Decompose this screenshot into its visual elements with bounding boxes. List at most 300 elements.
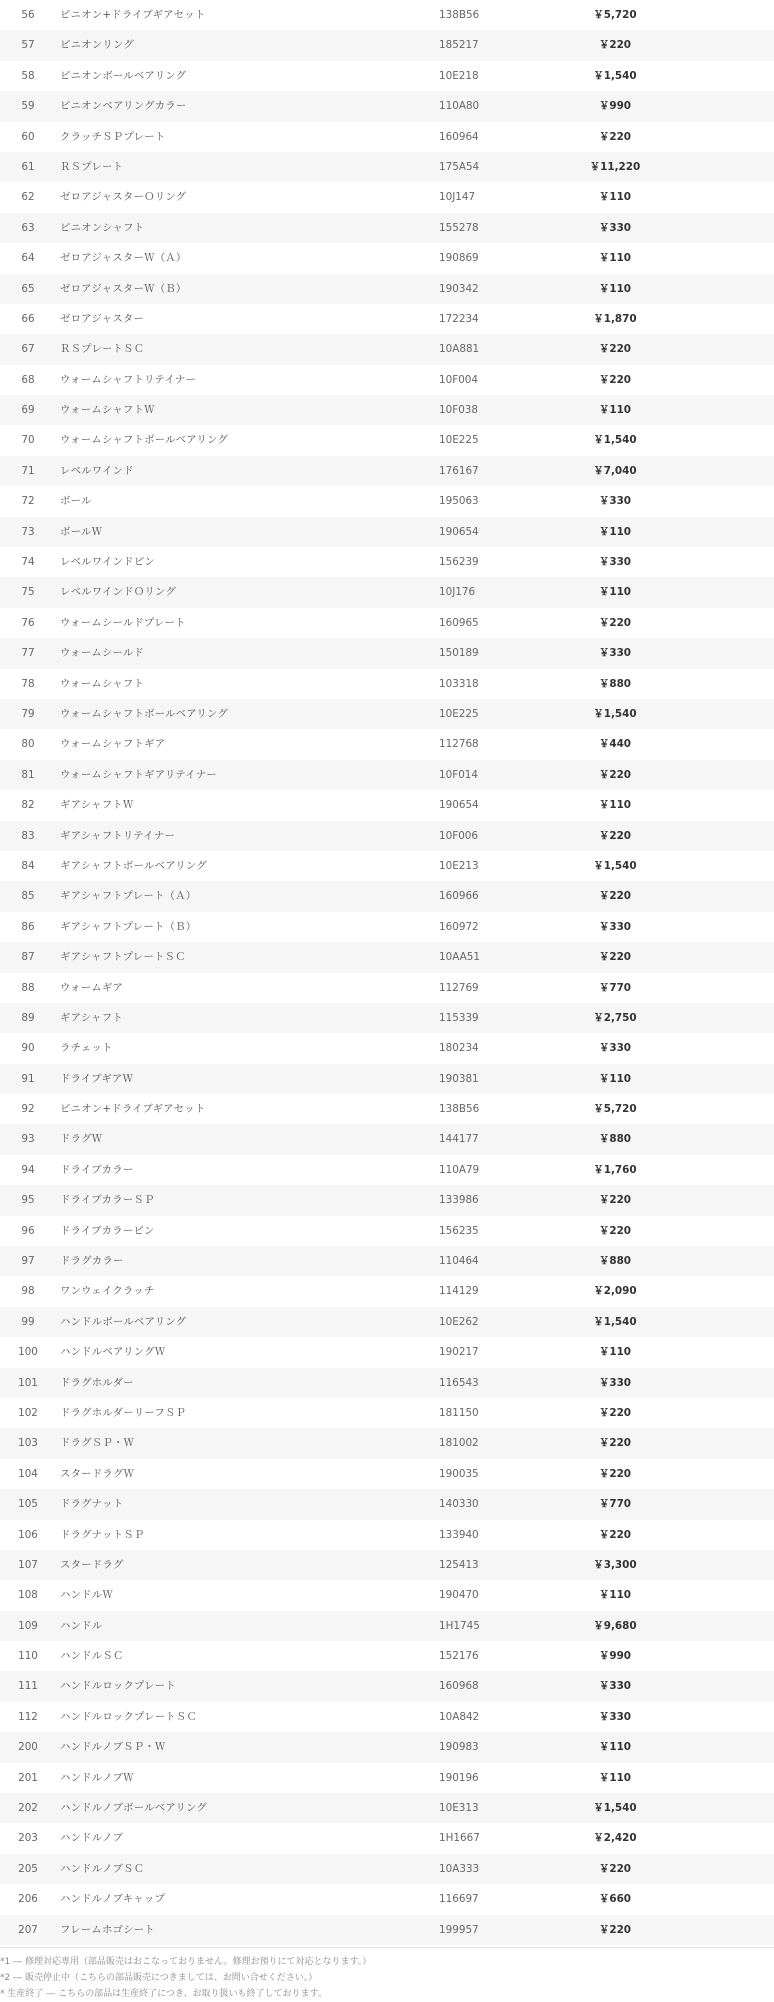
part-number-cell: 202 — [18, 1802, 38, 1815]
part-number-cell: 104 — [18, 1467, 38, 1480]
part-price-cell: ￥1,540 — [593, 434, 637, 447]
part-name-cell: ドラグホルダー — [60, 1376, 134, 1389]
part-number-cell: 83 — [21, 829, 35, 842]
part-code-cell: 190196 — [439, 1771, 479, 1784]
part-price-cell: ￥1,540 — [593, 859, 637, 872]
part-number-cell: 71 — [21, 464, 35, 477]
part-number-cell: 97 — [21, 1255, 35, 1268]
part-name-cell: ハンドルベアリングＷ — [60, 1346, 166, 1359]
part-price-cell: ￥330 — [598, 1376, 632, 1389]
part-name-cell: ウォームシャフトギア — [60, 738, 166, 751]
part-number-cell: 102 — [18, 1406, 38, 1419]
part-name-cell: ウォームシャフト — [60, 677, 145, 690]
part-price-cell: ￥220 — [598, 829, 632, 842]
part-number-cell: 64 — [21, 252, 35, 265]
table-row — [0, 1611, 774, 1641]
part-number-cell: 99 — [21, 1315, 35, 1328]
part-price-cell: ￥7,040 — [593, 464, 637, 477]
part-number-cell: 60 — [21, 130, 35, 143]
part-price-cell: ￥110 — [598, 1741, 632, 1754]
footnote-line: *1 ― 修理対応専用（部品販売はおこなっておりません。修理お預りにて対応となります。） — [0, 1957, 372, 1967]
table-row — [0, 1003, 774, 1033]
part-price-cell: ￥220 — [598, 1194, 632, 1207]
part-price-cell: ￥5,720 — [593, 9, 637, 21]
part-code-cell: 10AA51 — [439, 951, 480, 964]
table-row — [0, 790, 774, 820]
part-price-cell: ￥330 — [598, 556, 632, 569]
part-number-cell: 58 — [21, 69, 35, 82]
part-number-cell: 201 — [18, 1771, 38, 1784]
part-number-cell: 105 — [18, 1498, 38, 1511]
part-name-cell: ハンドルＳＣ — [60, 1650, 124, 1663]
part-number-cell: 76 — [21, 616, 35, 629]
table-row — [0, 1823, 774, 1853]
part-code-cell: 199957 — [439, 1923, 479, 1936]
part-name-cell: ピニオンボールベアリング — [60, 69, 187, 82]
part-name-cell: ピニオン+ドライブギアセット — [60, 9, 206, 21]
table-row — [0, 1671, 774, 1701]
part-name-cell: ＲＳプレート — [60, 160, 124, 173]
part-code-cell: 10F038 — [439, 404, 479, 417]
part-price-cell: ￥330 — [598, 221, 632, 234]
table-row — [0, 912, 774, 942]
part-code-cell: 10E213 — [439, 859, 479, 872]
part-code-cell: 133986 — [439, 1194, 479, 1207]
table-row — [0, 1763, 774, 1793]
part-code-cell: 110464 — [439, 1255, 479, 1268]
part-price-cell: ￥880 — [598, 1255, 632, 1268]
part-number-cell: 81 — [21, 768, 35, 781]
part-code-cell: 10E218 — [439, 69, 479, 82]
table-row — [0, 365, 774, 395]
part-name-cell: ピニオン+ドライブギアセット — [60, 1103, 206, 1116]
table-row — [0, 30, 774, 60]
part-number-cell: 95 — [21, 1194, 35, 1207]
part-code-cell: 116697 — [439, 1893, 479, 1906]
part-number-cell: 203 — [18, 1832, 38, 1845]
part-name-cell: ドラグカラー — [60, 1255, 124, 1268]
table-row — [0, 1915, 774, 1945]
part-name-cell: ギアシャフトＷ — [60, 799, 134, 812]
part-code-cell: 190470 — [439, 1589, 479, 1602]
part-number-cell: 75 — [21, 586, 35, 599]
part-name-cell: ウォームシールド — [60, 647, 145, 660]
table-row — [0, 182, 774, 212]
part-code-cell: 160966 — [439, 890, 479, 903]
part-price-cell: ￥660 — [598, 1893, 632, 1906]
part-name-cell: ハンドルボールベアリング — [60, 1315, 187, 1328]
part-number-cell: 92 — [21, 1103, 35, 1116]
part-price-cell: ￥110 — [598, 191, 632, 204]
part-code-cell: 160968 — [439, 1680, 479, 1693]
part-number-cell: 85 — [21, 890, 35, 903]
part-name-cell: ドラグＳＰ・Ｗ — [60, 1437, 135, 1450]
part-code-cell: 114129 — [439, 1285, 479, 1298]
part-name-cell: ハンドル — [60, 1619, 103, 1632]
part-name-cell: ボール — [60, 495, 92, 508]
part-code-cell: 10A333 — [439, 1862, 480, 1875]
table-row — [0, 1033, 774, 1063]
table-row — [0, 669, 774, 699]
part-code-cell: 10F004 — [439, 373, 479, 386]
part-code-cell: 176167 — [439, 464, 479, 477]
part-code-cell: 112769 — [439, 981, 479, 994]
part-number-cell: 63 — [21, 221, 35, 234]
table-row — [0, 91, 774, 121]
part-number-cell: 103 — [18, 1437, 38, 1450]
table-row — [0, 1155, 774, 1185]
part-name-cell: ドラグホルダーリーフＳＰ — [60, 1406, 187, 1419]
part-code-cell: 138B56 — [439, 1103, 480, 1116]
part-number-cell: 205 — [18, 1862, 38, 1875]
part-number-cell: 107 — [18, 1558, 38, 1571]
table-row — [0, 61, 774, 91]
part-number-cell: 206 — [18, 1893, 38, 1906]
table-row — [0, 699, 774, 729]
part-price-cell: ￥2,750 — [593, 1011, 637, 1024]
part-code-cell: 160972 — [439, 920, 479, 933]
table-row — [0, 304, 774, 334]
part-number-cell: 72 — [21, 495, 35, 508]
part-price-cell: ￥220 — [598, 130, 632, 143]
part-code-cell: 190381 — [439, 1072, 479, 1085]
part-code-cell: 10E225 — [439, 707, 479, 720]
part-code-cell: 125413 — [439, 1558, 479, 1571]
part-code-cell: 1H1745 — [439, 1619, 480, 1632]
part-price-cell: ￥110 — [598, 404, 632, 417]
part-name-cell: ハンドルノブ — [60, 1832, 124, 1845]
part-price-cell: ￥110 — [598, 1771, 632, 1784]
part-name-cell: ハンドルロックプレート — [60, 1680, 176, 1693]
part-name-cell: ギアシャフトプレート（Ｂ） — [60, 920, 197, 933]
table-row — [0, 1489, 774, 1519]
part-price-cell: ￥220 — [598, 1528, 632, 1541]
part-name-cell: ゼロアジャスターＷ（Ａ） — [60, 252, 187, 265]
part-name-cell: レベルワインド — [60, 464, 134, 477]
part-code-cell: 110A80 — [439, 100, 480, 113]
table-row — [0, 243, 774, 273]
table-row — [0, 456, 774, 486]
part-code-cell: 181002 — [439, 1437, 479, 1450]
part-number-cell: 88 — [21, 981, 35, 994]
table-row — [0, 1793, 774, 1823]
table-row — [0, 1580, 774, 1610]
table-row — [0, 1884, 774, 1914]
part-price-cell: ￥110 — [598, 1072, 632, 1085]
part-name-cell: ドライブギアＷ — [60, 1072, 134, 1085]
part-price-cell: ￥220 — [598, 1862, 632, 1875]
part-code-cell: 181150 — [439, 1406, 479, 1419]
part-name-cell: ウォームシャフトＷ — [60, 404, 155, 417]
part-name-cell: ハンドルノブキャップ — [60, 1893, 166, 1906]
part-price-cell: ￥110 — [598, 1346, 632, 1359]
part-price-cell: ￥1,760 — [593, 1163, 637, 1176]
table-row — [0, 608, 774, 638]
part-name-cell: ボールＷ — [60, 525, 103, 538]
part-number-cell: 56 — [21, 9, 35, 21]
part-number-cell: 61 — [21, 160, 35, 173]
part-name-cell: ウォームシャフトボールベアリング — [60, 434, 228, 447]
part-price-cell: ￥220 — [598, 951, 632, 964]
part-name-cell: スタードラグＷ — [60, 1467, 135, 1480]
part-price-cell: ￥220 — [598, 1224, 632, 1237]
part-price-cell: ￥5,720 — [593, 1103, 637, 1116]
part-number-cell: 91 — [21, 1072, 35, 1085]
part-number-cell: 106 — [18, 1528, 38, 1541]
part-price-cell: ￥11,220 — [589, 160, 641, 173]
part-code-cell: 115339 — [439, 1011, 479, 1024]
table-row — [0, 1276, 774, 1306]
part-number-cell: 109 — [18, 1619, 38, 1632]
table-row — [0, 1550, 774, 1580]
part-price-cell: ￥1,540 — [593, 1802, 637, 1815]
part-number-cell: 90 — [21, 1042, 35, 1055]
part-price-cell: ￥330 — [598, 1042, 632, 1055]
part-price-cell: ￥990 — [598, 1650, 632, 1663]
part-name-cell: ウォームギア — [60, 981, 124, 994]
part-price-cell: ￥330 — [598, 495, 632, 508]
part-number-cell: 94 — [21, 1163, 35, 1176]
part-price-cell: ￥110 — [598, 1589, 632, 1602]
table-row — [0, 821, 774, 851]
part-code-cell: 190217 — [439, 1346, 479, 1359]
part-name-cell: ＲＳプレートＳＣ — [60, 343, 145, 356]
part-price-cell: ￥220 — [598, 373, 632, 386]
table-row — [0, 973, 774, 1003]
part-name-cell: フレームホゴシート — [60, 1923, 155, 1936]
part-code-cell: 190869 — [439, 252, 479, 265]
part-code-cell: 10E262 — [439, 1315, 479, 1328]
part-number-cell: 207 — [18, 1923, 38, 1936]
part-code-cell: 10E225 — [439, 434, 479, 447]
part-price-cell: ￥2,420 — [593, 1832, 637, 1845]
part-number-cell: 59 — [21, 100, 35, 113]
part-number-cell: 86 — [21, 920, 35, 933]
table-row — [0, 517, 774, 547]
part-code-cell: 190654 — [439, 525, 479, 538]
part-price-cell: ￥220 — [598, 1437, 632, 1450]
part-name-cell: ハンドルノブＳＰ・Ｗ — [60, 1741, 166, 1754]
table-row — [0, 1216, 774, 1246]
part-price-cell: ￥1,540 — [593, 707, 637, 720]
part-price-cell: ￥9,680 — [593, 1619, 637, 1632]
part-price-cell: ￥110 — [598, 586, 632, 599]
part-number-cell: 67 — [21, 343, 35, 356]
part-code-cell: 10J176 — [439, 586, 476, 599]
part-price-cell: ￥220 — [598, 768, 632, 781]
part-price-cell: ￥990 — [598, 100, 632, 113]
part-code-cell: 133940 — [439, 1528, 479, 1541]
part-price-cell: ￥220 — [598, 1467, 632, 1480]
part-name-cell: ゼロアジャスターＯリング — [60, 191, 187, 204]
part-name-cell: ギアシャフトリテイナー — [60, 829, 175, 842]
part-name-cell: ドラグＷ — [60, 1133, 103, 1146]
part-code-cell: 103318 — [439, 677, 479, 690]
footnote-line: *2 ― 販売停止中（こちらの部品販売につきましては、お問い合せください。） — [0, 1973, 318, 1983]
table-row — [0, 851, 774, 881]
part-name-cell: ドライブカラー — [60, 1163, 134, 1176]
part-code-cell: 10E313 — [439, 1802, 479, 1815]
part-code-cell: 10J147 — [439, 191, 476, 204]
part-name-cell: ギアシャフトプレートＳＣ — [60, 951, 186, 964]
part-price-cell: ￥3,300 — [593, 1558, 637, 1571]
part-code-cell: 110A79 — [439, 1163, 480, 1176]
part-price-cell: ￥110 — [598, 525, 632, 538]
part-number-cell: 62 — [21, 191, 35, 204]
part-code-cell: 160964 — [439, 130, 479, 143]
part-name-cell: ギアシャフトボールベアリング — [60, 859, 207, 872]
part-number-cell: 79 — [21, 707, 35, 720]
part-code-cell: 155278 — [439, 221, 479, 234]
part-code-cell: 1H1667 — [439, 1832, 480, 1845]
part-name-cell: ワンウェイクラッチ — [60, 1285, 155, 1298]
table-row — [0, 1185, 774, 1215]
part-number-cell: 80 — [21, 738, 35, 751]
part-code-cell: 10F006 — [439, 829, 479, 842]
table-row — [0, 1337, 774, 1367]
part-price-cell: ￥220 — [598, 890, 632, 903]
part-number-cell: 101 — [18, 1376, 38, 1389]
table-row — [0, 425, 774, 455]
part-code-cell: 156235 — [439, 1224, 479, 1237]
table-row — [0, 213, 774, 243]
footnote-line: * 生産終了 ― こちらの部品は生産終了につき、お取り扱いも終了しております。 — [0, 1989, 327, 1999]
table-row — [0, 1064, 774, 1094]
table-row — [0, 942, 774, 972]
part-name-cell: ウォームシールドプレート — [60, 616, 186, 629]
part-price-cell: ￥1,870 — [593, 312, 637, 325]
part-price-cell: ￥1,540 — [593, 69, 637, 82]
part-code-cell: 116543 — [439, 1376, 479, 1389]
part-number-cell: 89 — [21, 1011, 35, 1024]
part-number-cell: 78 — [21, 677, 35, 690]
part-price-cell: ￥440 — [598, 738, 632, 751]
part-name-cell: ゼロアジャスター — [60, 312, 145, 325]
table-row — [0, 152, 774, 182]
part-name-cell: ピニオンシャフト — [60, 221, 145, 234]
part-name-cell: ドラグナットＳＰ — [60, 1528, 145, 1541]
table-row — [0, 395, 774, 425]
part-name-cell: ハンドルノブボールベアリング — [60, 1802, 208, 1815]
part-price-cell: ￥110 — [598, 282, 632, 295]
part-price-cell: ￥2,090 — [593, 1285, 637, 1298]
part-price-cell: ￥1,540 — [593, 1315, 637, 1328]
part-code-cell: 172234 — [439, 312, 479, 325]
table-row — [0, 1520, 774, 1550]
part-code-cell: 185217 — [439, 39, 479, 52]
part-code-cell: 150189 — [439, 647, 479, 660]
part-code-cell: 144177 — [439, 1133, 479, 1146]
table-row — [0, 1732, 774, 1762]
table-row — [0, 334, 774, 364]
table-row — [0, 486, 774, 516]
part-code-cell: 156239 — [439, 556, 479, 569]
part-name-cell: ウォームシャフトボールベアリング — [60, 707, 228, 720]
part-number-cell: 82 — [21, 799, 35, 812]
table-row — [0, 729, 774, 759]
table-row — [0, 638, 774, 668]
part-code-cell: 190654 — [439, 799, 479, 812]
part-number-cell: 111 — [18, 1680, 38, 1693]
part-code-cell: 152176 — [439, 1650, 479, 1663]
part-name-cell: クラッチＳＰプレート — [60, 130, 166, 143]
part-name-cell: ギアシャフトプレート（Ａ） — [60, 890, 197, 903]
table-row — [0, 760, 774, 790]
table-row — [0, 577, 774, 607]
part-name-cell: レベルワインドＯリング — [60, 586, 176, 599]
table-row — [0, 1459, 774, 1489]
part-code-cell: 190035 — [439, 1467, 479, 1480]
part-price-cell: ￥110 — [598, 799, 632, 812]
part-code-cell: 180234 — [439, 1042, 479, 1055]
footnotes — [0, 1954, 774, 2002]
table-row — [0, 0, 774, 30]
part-price-cell: ￥770 — [598, 981, 632, 994]
part-name-cell: レベルワインドピン — [60, 556, 156, 569]
part-number-cell: 68 — [21, 373, 35, 386]
part-code-cell: 190342 — [439, 282, 479, 295]
part-name-cell: ハンドルノブＳＣ — [60, 1862, 145, 1875]
table-row — [0, 1368, 774, 1398]
part-number-cell: 112 — [18, 1710, 38, 1723]
part-name-cell: スタードラグ — [60, 1558, 124, 1571]
table-row — [0, 1702, 774, 1732]
part-code-cell: 112768 — [439, 738, 479, 751]
part-number-cell: 108 — [18, 1589, 38, 1602]
part-price-cell: ￥880 — [598, 1133, 632, 1146]
table-row — [0, 547, 774, 577]
part-code-cell: 10A842 — [439, 1710, 480, 1723]
part-name-cell: ピニオンリング — [60, 39, 134, 52]
part-code-cell: 10F014 — [439, 768, 479, 781]
part-name-cell: ハンドルＷ — [60, 1589, 113, 1602]
table-row — [0, 1428, 774, 1458]
part-name-cell: ドライブカラーピン — [60, 1224, 155, 1237]
part-name-cell: ドラグナット — [60, 1498, 124, 1511]
part-number-cell: 96 — [21, 1224, 35, 1237]
part-code-cell: 160965 — [439, 616, 479, 629]
part-code-cell: 195063 — [439, 495, 479, 508]
part-price-cell: ￥330 — [598, 1710, 632, 1723]
part-price-cell: ￥880 — [598, 677, 632, 690]
part-code-cell: 140330 — [439, 1498, 479, 1511]
part-number-cell: 57 — [21, 39, 35, 52]
part-name-cell: ドライブカラーＳＰ — [60, 1194, 155, 1207]
part-name-cell: ウォームシャフトギアリテイナー — [60, 768, 217, 781]
part-number-cell: 110 — [18, 1650, 38, 1663]
table-row — [0, 1307, 774, 1337]
part-name-cell: ゼロアジャスターＷ（Ｂ） — [60, 282, 187, 295]
part-number-cell: 200 — [18, 1741, 38, 1754]
part-price-cell: ￥330 — [598, 647, 632, 660]
table-row — [0, 1124, 774, 1154]
table-row — [0, 881, 774, 911]
part-price-cell: ￥220 — [598, 616, 632, 629]
part-number-cell: 70 — [21, 434, 35, 447]
part-price-cell: ￥220 — [598, 39, 632, 52]
table-row — [0, 274, 774, 304]
part-number-cell: 98 — [21, 1285, 35, 1298]
table-row — [0, 1854, 774, 1884]
table-row — [0, 1398, 774, 1428]
part-price-cell: ￥110 — [598, 252, 632, 265]
part-code-cell: 175A54 — [439, 160, 480, 173]
part-number-cell: 100 — [18, 1346, 38, 1359]
part-code-cell: 138B56 — [439, 9, 480, 21]
part-name-cell: ハンドルロックプレートＳＣ — [60, 1710, 198, 1723]
part-price-cell: ￥220 — [598, 343, 632, 356]
part-number-cell: 66 — [21, 312, 35, 325]
